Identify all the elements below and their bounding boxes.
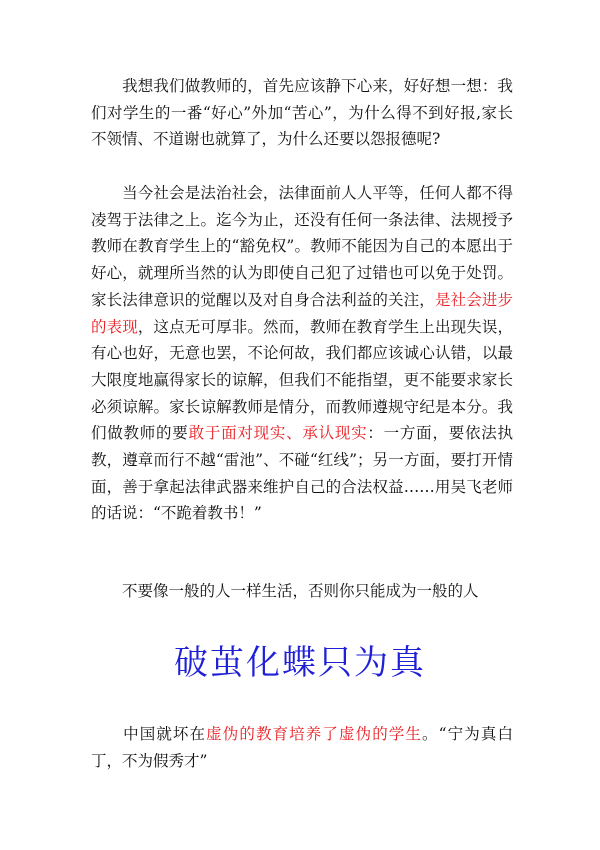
paragraph-3-part-1: 中国就坏在 (122, 725, 207, 743)
highlight-hypocritical-education: 虚伪的教育培养了虚伪的学生 (206, 725, 423, 743)
highlight-social-progress: 是社会进步的表现 (91, 290, 513, 336)
paragraph-2-part-2: ，这点无可厚非。然而，教师在教育学生上出现失误，有心也好，无意也罢，不论何故，我们都应该诚心认错，以最大限度地赢得家长的谅解，但我们不能指望，更不能要求家长必须谅解。家长谅解教师是情分，而教师遵规守纪是本分。我们做教师的要 (91, 317, 513, 443)
paragraph-2-part-1: 当今社会是法治社会，法律面前人人平等，任何人都不得凌驾于法律之上。迄今为止，还没有任何一条法律、法规授予教师在教育学生上的“豁免权”。教师不能因为自己的本愿出于好心，就理所当然的认为即使自己犯了过错也可以免于处罚。家长法律意识的觉醒以及对自身合法利益的关注， (91, 184, 513, 309)
highlight-face-reality: 敢于面对现实、承认现实 (188, 424, 368, 443)
paragraph-2-part-3: ：一方面，要依法执教，遵章而行不越“雷池”、不碰“红线”；另一方面，要打开情面，善于拿起法律武器来维护自己的合法权益……用吴飞老师的话说：“不跪着教书！” (91, 424, 513, 523)
paragraph-1-text: 我想我们做教师的，首先应该静下心来，好好想一想：我们对学生的一番“好心”外加“苦心”，为什么得不到好报,家长不领情、不道谢也就算了，为什么还要以怨报德呢? (91, 77, 513, 149)
slogan: 不要像一般的人一样生活，否则你只能成为一般的人 (122, 582, 479, 600)
paragraph-law (91, 180, 513, 527)
paragraph-3-part-2: 。“宁为真白丁，不为假秀才” (91, 725, 513, 770)
paragraph-china (91, 721, 513, 774)
paragraph-reflection (91, 73, 513, 153)
section-title: 破茧化蝶只为真 (174, 643, 426, 683)
